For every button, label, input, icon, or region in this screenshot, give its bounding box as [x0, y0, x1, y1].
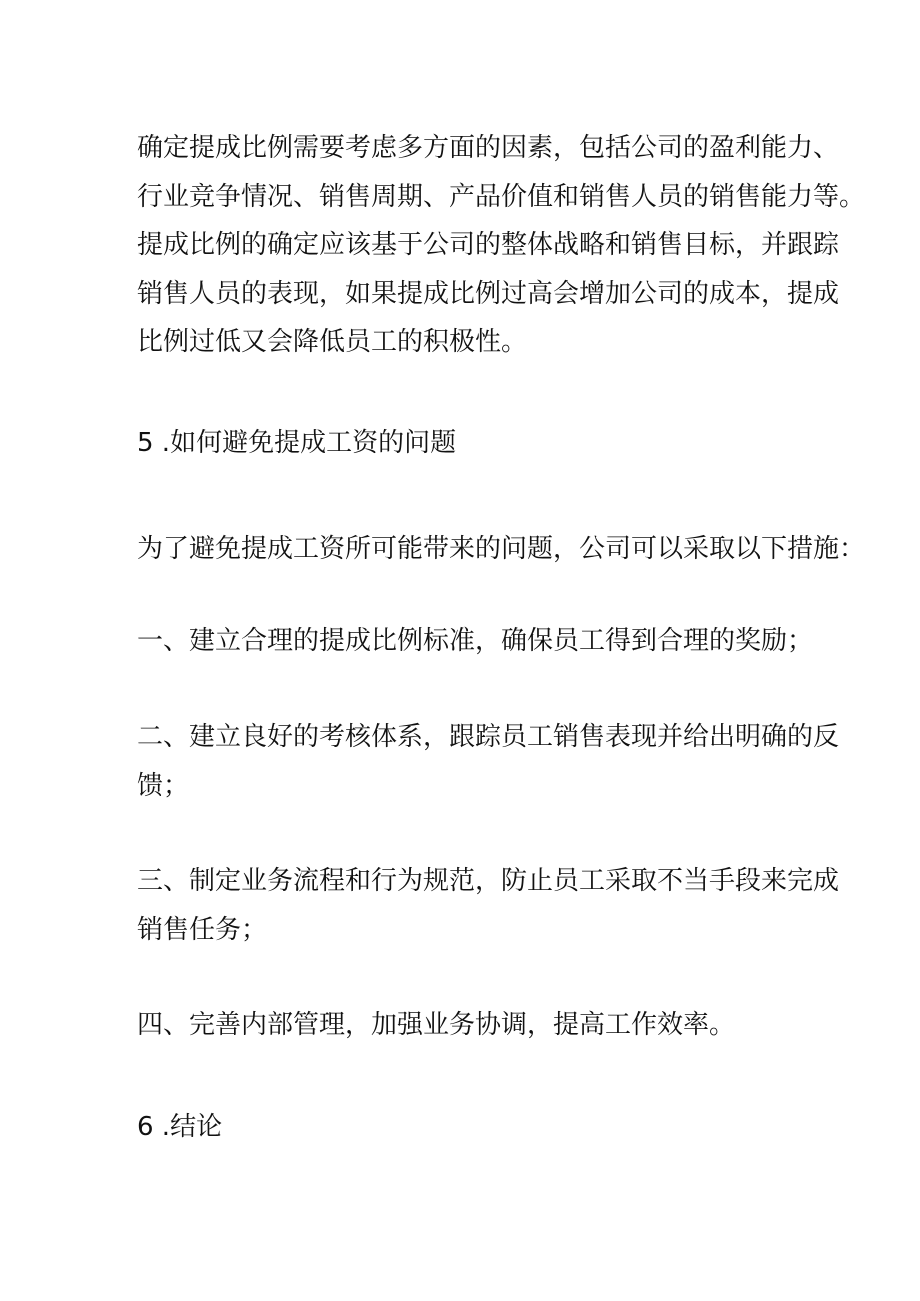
paragraph-line: 确定提成比例需要考虑多方面的因素，包括公司的盈利能力、: [137, 133, 840, 163]
measure-item-4: [137, 1001, 807, 1050]
measure-line: 一、建立合理的提成比例标准，确保员工得到合理的奖励；: [137, 626, 814, 656]
heading-text: 6 .结论: [137, 1112, 223, 1142]
measure-line: 三、制定业务流程和行为规范，防止员工采取不当手段来完成: [137, 866, 840, 896]
paragraph-line: 为了避免提成工资所可能带来的问题，公司可以采取以下措施：: [137, 534, 866, 564]
paragraph-line: 提成比例的确定应该基于公司的整体战略和销售目标，并跟踪: [137, 230, 840, 260]
measure-line: 四、完善内部管理，加强业务协调，提高工作效率。: [137, 1010, 736, 1040]
measure-line: 销售任务；: [137, 914, 268, 945]
paragraph-line: 行业竞争情况、销售周期、产品价值和销售人员的销售能力等。: [137, 181, 866, 212]
measure-item-2: [137, 713, 840, 810]
paragraph-line: 比例过低又会降低员工的积极性。: [137, 327, 528, 357]
measure-item-3: [137, 857, 840, 954]
paragraph-commission-ratio: [137, 124, 866, 367]
measure-line: 二、建立良好的考核体系，跟踪员工销售表现并给出明确的反: [137, 722, 840, 752]
paragraph-line: 销售人员的表现，如果提成比例过高会增加公司的成本，提成: [137, 278, 840, 309]
heading-text: 5 .如何避免提成工资的问题: [137, 428, 457, 458]
section-heading-5: [137, 419, 807, 468]
measure-line: 馈；: [137, 770, 190, 801]
measure-item-1: [137, 617, 814, 666]
paragraph-measures-intro: [137, 525, 866, 574]
section-heading-6: [137, 1103, 807, 1152]
